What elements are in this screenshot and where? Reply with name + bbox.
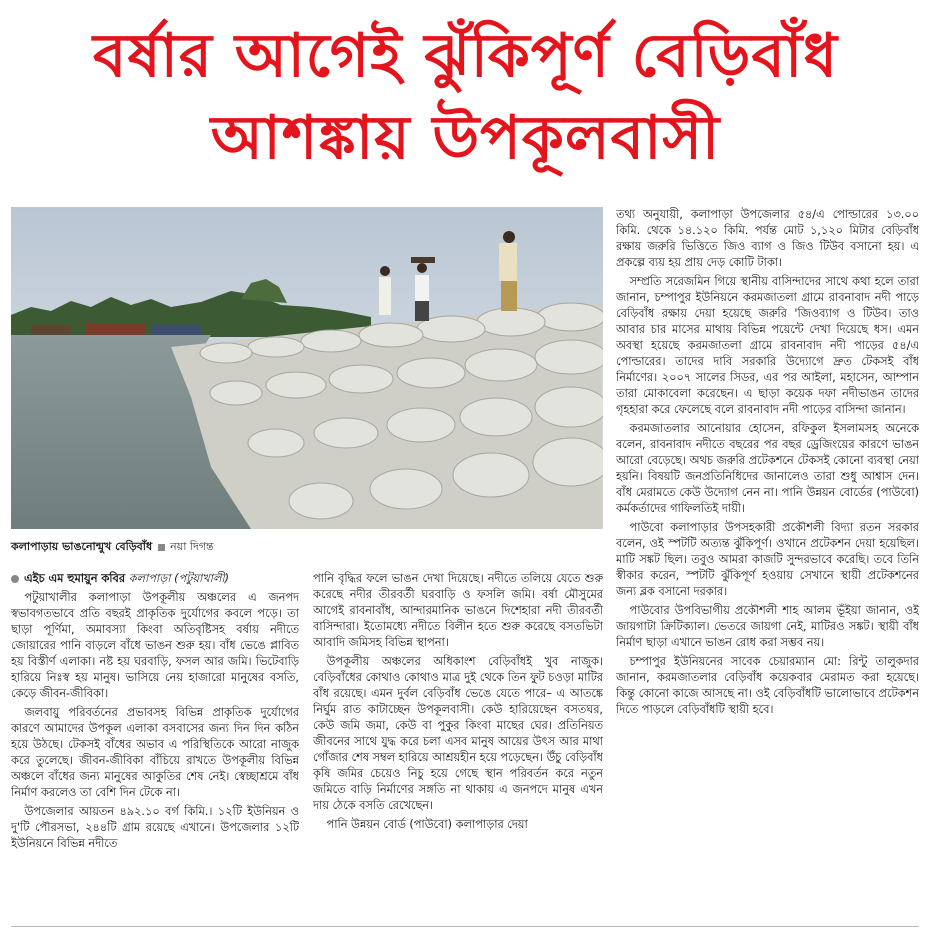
byline-location: কলাপাড়া (পটুয়াখালী) [128, 572, 230, 585]
headline-line-1: বর্ষার আগেই ঝুঁকিপূর্ণ বেড়িবাঁধ [93, 21, 838, 91]
caption-text: কলাপাড়ায় ভাঙনোন্মুখ বেড়িবাঁধ [11, 540, 153, 553]
photo-caption [11, 536, 603, 558]
paragraph: পাউবো কলাপাড়ার উপসহকারী প্রকৌশলী বিদ্যা রতন সরকার বলেন, ওই স্পটটি অত্যন্ত ঝুঁকিপূর্ণ। ওখানে প্রটেকশন দেয়া হয়েছিল। মাটি সঙ্কট ছিল। তবুও আমরা কাজটি সুন্দরভাবে করেছি। তবে তিনি স্বীকার করেন, স্পটটি ঝুঁকিপূর্ণ হওয়ায় সেখানে স্থায়ী প্রটেকশনের জন্য ব্লক বসানো দরকার। [616, 521, 919, 598]
paragraph: উপজেলার আয়তন ৪৯২.১০ বর্গ কিমি.। ১২টি ইউনিয়ন ও দু'টি পৌরসভা, ২৪৪টি গ্রাম রয়েছে এখানে। উপজেলার ১২টি ইউনিয়নে বিভিন্ন নদীতে [11, 805, 299, 850]
article-column-2 [313, 571, 603, 921]
paragraph: তথ্য অনুযায়ী, কলাপাড়া উপজেলার ৫৪/এ পোল্ডারের ১৩.০০ কিমি. থেকে ১৪.১২০ কিমি. পর্যন্ত মোট ১,১২০ মিটার বেড়িবাঁধ রক্ষায় জরুরি ভিত্তিতে জিও ব্যাগ ও জিও টিউব বসানো হয়। এ প্রকল্পে ব্যয় হয় প্রায় দেড় কোটি টাকা। [616, 208, 919, 269]
paragraph: সম্প্রতি সরেজমিন গিয়ে স্থানীয় বাসিন্দাদের সাথে কথা হলে তারা জানান, চম্পাপুর ইউনিয়নে করমজাতলা গ্রামে রাবনাবাদ নদী পাড়ে বেড়িবাঁধ রক্ষায় দেয়া হয়েছে জরুরি 'জিওব্যাগ ও টিউব। তাও আবার চার মাসের মাথায় বিভিন্ন পয়েন্টে দেখা দিয়েছে ধস। এমন অবস্থা হয়েছে করমজাতলা গ্রামে রাবনাবাদ নদী পাড়ের ৫৪/এ পোল্ডারের। তাদের দাবি সরকারি উদ্যোগে দ্রুত টেকসই বাঁধ নির্মাণের। ২০০৭ সালের সিডর, এর পর আইলা, মহাসেন, আম্পান তারা মোকাবেলা করেছেন। এ ছাড়া কয়েক দফা নদীভাঙন তাদের গৃহহারা করে ফেলেছে বলে রাবনাবাদ নদী পাড়ের বাসিন্দা জানান। [616, 275, 919, 416]
paragraph: পানি উন্নয়ন বোর্ড (পাউবো) কলাপাড়ার দেয়া [326, 818, 528, 831]
article-column-3 [616, 207, 919, 921]
byline-name: এইচ এম হুমায়ুন কবির [24, 572, 126, 585]
paragraph: পানি বৃদ্ধির ফলে ভাঙন দেখা দিয়েছে। নদীতে তলিয়ে যেতে শুরু করেছে নদীর তীরবর্তী ঘরবাড়ি ও ফসলি জমি। বর্ষা মৌসুমের আগেই রাবনাবাঁধ, আন্দারমানিক ভাঙনে দিশেহারা নদী তীরবর্তী বাসিন্দারা। ইতোমধ্যে নদীতে বিলীন হতে শুরু করেছে বসতভিটা আবাদি জমিসহ বিভিন্ন স্থাপনা। [313, 572, 603, 649]
byline [11, 571, 299, 587]
square-bullet-icon [158, 544, 165, 551]
article-column-1 [11, 571, 299, 921]
paragraph: জলবায়ু পরিবর্তনের প্রভাবসহ বিভিন্ন প্রাকৃতিক দুর্যোগের কারণে আমাদের উপকূল এলাকা বসবাসের জন্য দিন দিন কঠিন হয়ে উঠছে। টেকসই বাঁধের অভাব এ পরিস্থিতিকে আরো নাজুক করে তুলেছে। জীবন-জীবিকা বাঁচিয়ে রাখতে উপকূলীয় বিভিন্ন অঞ্চলে বাঁধের জন্য মানুষের আকুতির শেষ নেই। স্বেচ্ছাশ্রমে বাঁধ নির্মাণ করলেও তা বেশি দিন টেকে না। [11, 706, 299, 799]
paragraph: চম্পাপুর ইউনিয়নের সাবেক চেয়ারম্যান মো: রিন্টু তালুকদার জানান, করমজাতলার বেড়িবাঁধ কয়েকবার মেরামত করা হয়েছে। কিন্তু কোনো কাজে আসছে না। ওই বেড়িবাঁধটি ভালোভাবে প্রটেকশন দিতে পাড়লে বেড়িবাঁধটি স্থায়ী হবে। [616, 655, 919, 716]
news-photo-embankment [11, 207, 603, 529]
paragraph: পাউবোর উপবিভাগীয় প্রকৌশলী শাহ আলম ভূঁইয়া জানান, ওই জায়গাটা ক্রিটিক্যাল। ভেতরে জায়গা নেই, মাটিরও সঙ্কট। স্থায়ী বাঁধ নির্মাণ ছাড়া এখানে ভাঙন রোধ করা সম্ভব নয়। [616, 604, 919, 649]
bullet-icon [11, 575, 19, 583]
paragraph: করমজাতলার আনোয়ার হোসেন, রফিকুল ইসলামসহ অনেকে বলেন, রাবনাবাদ নদীতে বছরের পর বছর ড্রেজিংয়ের কারণে ভাঙন আরো বেড়েছে। অথচ জরুরি প্রটেকশনে টেকসই কোনো ব্যবস্থা নেয়া হয়নি। বিষয়টি জনপ্রতিনিধিদের জানালেও তারা শুধু আশ্বাস দেন। বাঁধ মেরামতে কেউ উদ্যোগ নেন না। পানি উন্নয়ন বোর্ডের (পাউবো) কর্মকর্তাদের গাফিলতিই দায়ী। [616, 422, 919, 515]
headline-line-2: আশঙ্কায় উপকূলবাসী [210, 103, 721, 173]
photo-source: নয়া দিগন্ত [170, 540, 214, 553]
bottom-rule [11, 926, 919, 927]
paragraph: পটুয়াখালীর কলাপাড়া উপকূলীয় অঞ্চলের এ জনপদ স্বভাবগতভাবে প্রতি বছরই প্রাকৃতিক দুর্যোগের কবলে পড়ে। তা ছাড়া পূর্ণিমা, অমাবস্যা কিংবা অতিবৃষ্টিসহ বর্ষায় নদীতে জোয়ারের পানি বাড়লে বাঁধে ভাঙন শুরু হয়। বাঁধ ভেঙে প্লাবিত হয় বিস্তীর্ণ এলাকা। নষ্ট হয় ঘরবাড়ি, ফসল আর জমি। ভিটেবাড়ি হারিয়ে নিঃস্ব হয় মানুষ। ভাসিয়ে নেয় হাজারো মানুষের বসতি, কেড়ে জীবন-জীবিকা। [11, 591, 299, 700]
paragraph: উপকূলীয় অঞ্চলের অধিকাংশ বেড়িবাঁধই খুব নাজুক। বেড়িবাঁধের কোথাও কোথাও মাত্র দুই থেকে তিন ফুট চওড়া মাটির বাঁধ রয়েছে। এমন দুর্বল বেড়িবাঁধ ভেঙে যেতে পারে– এ আতঙ্কে নির্ঘুম রাত কাটাচ্ছেন উপকূলবাসী। কেউ হারিয়েছেন বসতঘর, কেউ জমি জমা, কেউ বা পুকুর কিংবা মাছের ঘের। প্রতিনিয়ত জীবনের সাথে যুদ্ধ করে চলা এসব মানুষ আয়ের উৎস আর মাথা গোঁজার শেষ সম্বল হারিয়ে আশ্রয়হীন হয়ে পড়েছেন। উঁচু বেড়িবাঁধ কৃষি জমির চেয়েও নিচু হয়ে গেছে স্থান পরিবর্তন করে নতুন জমিতে বাড়ি নির্মাণের সঙ্গতি না থাকায় এ জনপদে মানুষ এখন দায় ঠেকে বসতি রেখেছেন। [313, 655, 603, 812]
